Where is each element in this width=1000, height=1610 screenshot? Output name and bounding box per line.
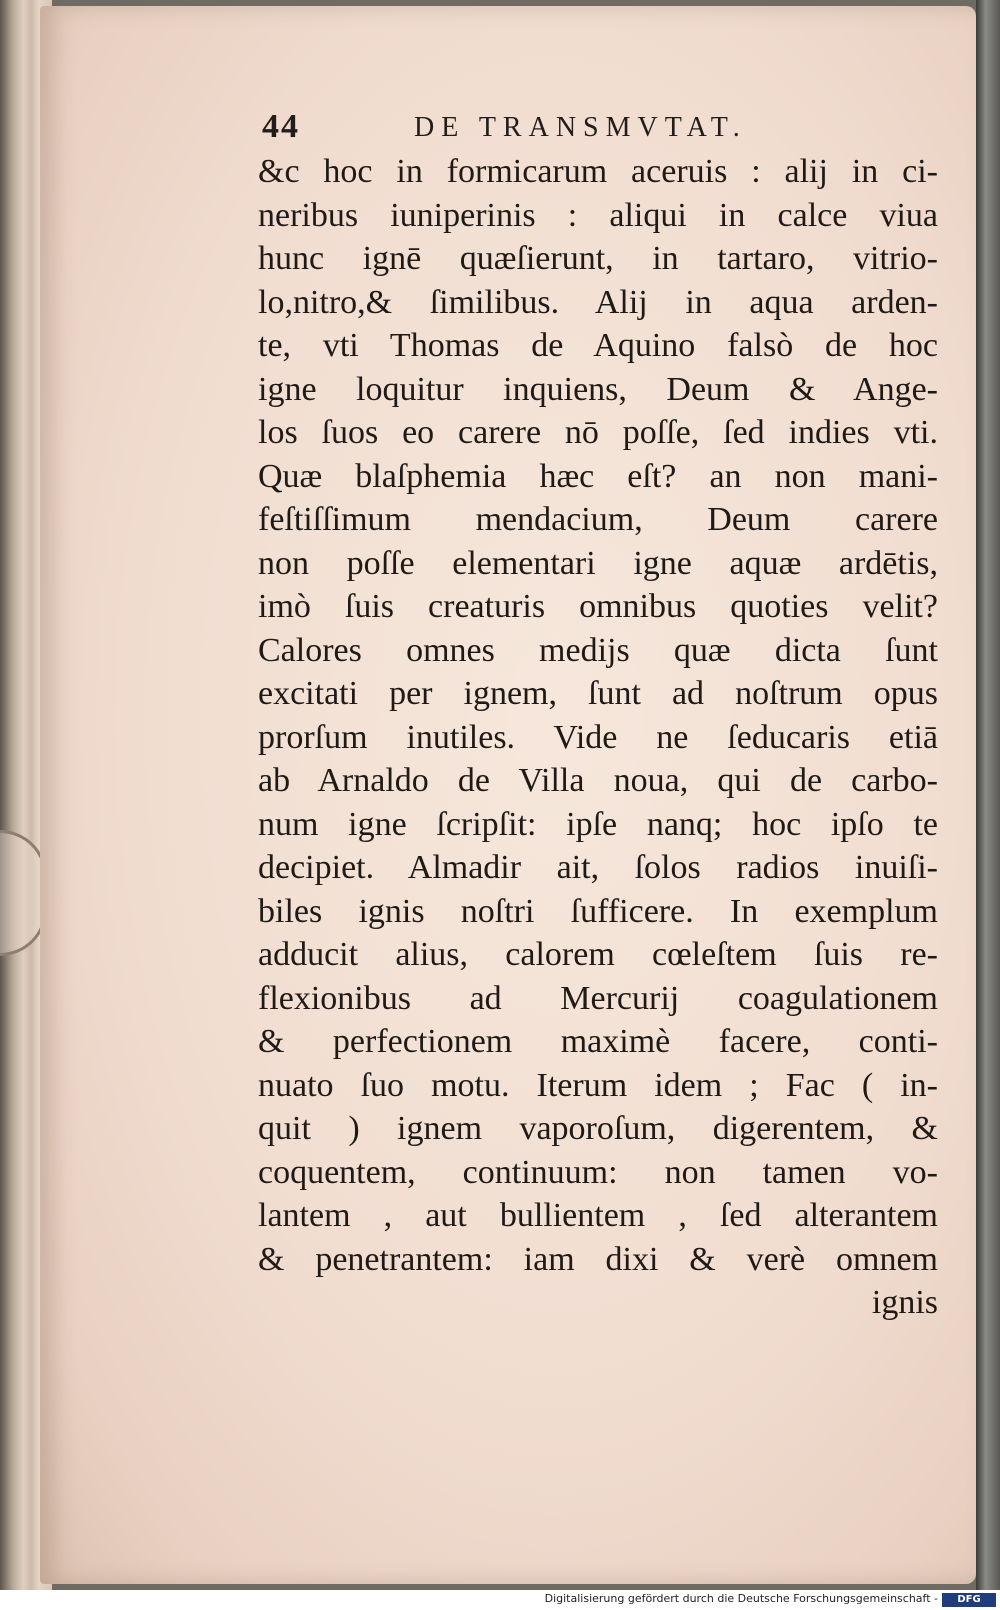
text-line: lo,nitro,& ſimilibus. Alij in aqua arden- <box>258 283 938 321</box>
running-head <box>262 108 862 152</box>
scan-right-border <box>976 0 1000 1590</box>
digitization-credit: Digitalisierung gefördert durch die Deutsche Forschungsgemeinschaft - <box>544 1592 938 1605</box>
text-line: Calores omnes medijs quæ dicta ſunt <box>258 631 938 669</box>
text-line: excitati per ignem, ſunt ad noſtrum opus <box>258 675 938 712</box>
digitization-footer <box>0 1590 1000 1610</box>
text-line: neribus iuniperinis : aliqui in calce viua <box>258 196 938 234</box>
text-line: te, vti Thomas de Aquino falsò de hoc <box>258 327 938 364</box>
text-line: imò ſuis creaturis omnibus quoties velit? <box>258 588 938 625</box>
text-line: lantem , aut bullientem , ſed alterantem <box>258 1197 938 1234</box>
text-line: Quæ blaſphemia hæc eſt? an non mani- <box>258 457 938 495</box>
text-line: quit ) ignem vaporoſum, digerentem, & <box>258 1110 938 1147</box>
text-line: feſtiſſimum mendacium, Deum carere <box>258 501 938 538</box>
text-line: prorſum inutiles. Vide ne ſeducaris etiā <box>258 718 938 756</box>
text-line: hunc ignē quæſierunt, in tartaro, vitrio- <box>258 240 938 277</box>
catchword: ignis <box>871 1284 938 1321</box>
running-head-title: DE TRANSMVTAT. <box>414 112 747 143</box>
text-line: biles ignis noſtri ſufficere. In exemplum <box>258 892 938 930</box>
text-line: & penetrantem: iam dixi & verè omnem <box>258 1240 938 1278</box>
text-line: & perfectionem maximè facere, conti- <box>258 1023 938 1060</box>
text-line: flexionibus ad Mercurij coagulationem <box>258 979 938 1017</box>
body-text <box>258 150 938 1325</box>
text-line: nuato ſuo motu. Iterum idem ; Fac ( in- <box>258 1066 938 1104</box>
text-line: igne loquitur inquiens, Deum & Ange- <box>258 370 938 408</box>
text-line: ab Arnaldo de Villa noua, qui de carbo- <box>258 762 938 799</box>
text-line: adducit alius, calorem cœleſtem ſuis re- <box>258 936 938 973</box>
text-line: coquentem, continuum: non tamen vo- <box>258 1153 938 1191</box>
page-number: 44 <box>262 108 300 145</box>
text-line: &c hoc in formicarum aceruis : alij in ci- <box>258 153 938 190</box>
text-line: decipiet. Almadir ait, ſolos radios inuiſi- <box>258 849 938 886</box>
text-line: non poſſe elementari igne aquæ ardētis, <box>258 544 938 582</box>
text-line: los ſuos eo carere nō poſſe, ſed indies vti. <box>258 414 938 451</box>
dfg-logo: DFG <box>942 1593 996 1607</box>
text-line: num igne ſcripſit: ipſe nanq; hoc ipſo te <box>258 805 938 843</box>
